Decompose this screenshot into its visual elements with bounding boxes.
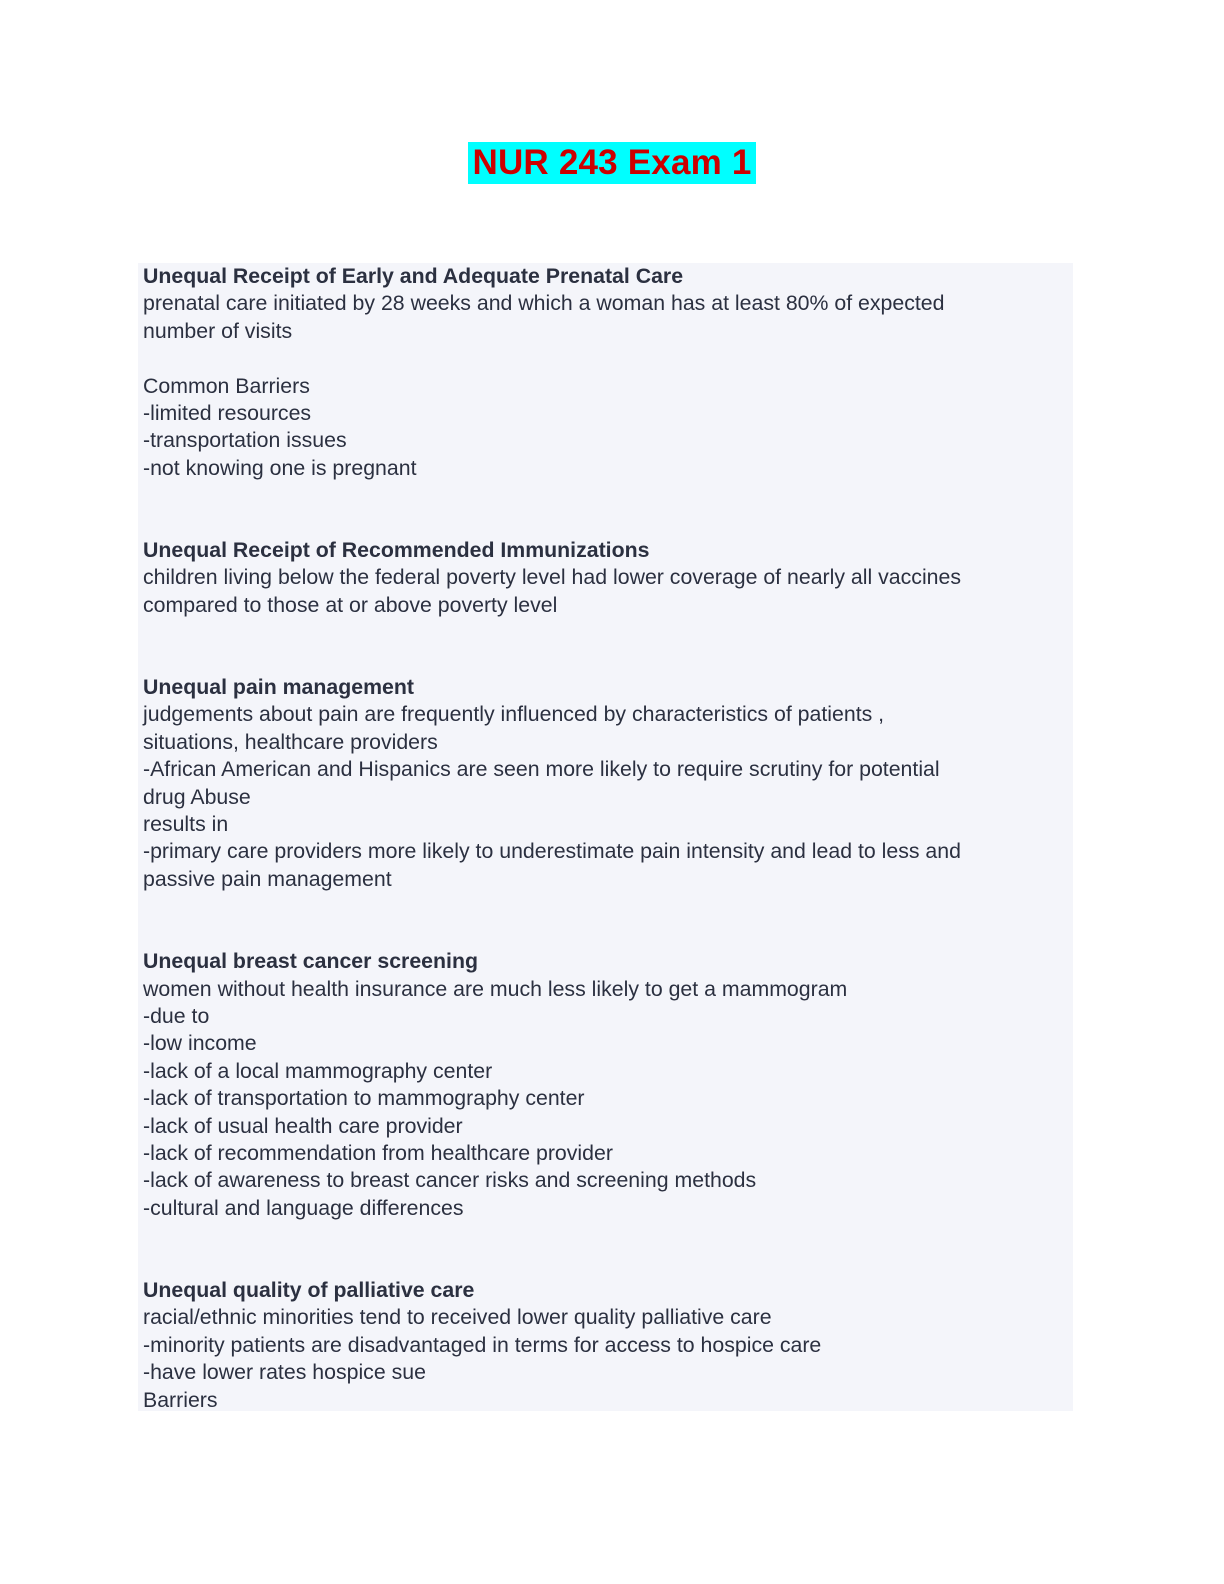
body-line: women without health insurance are much less likely to get a mammogram bbox=[143, 976, 848, 1001]
section-heading: Unequal Receipt of Early and Adequate Prenatal Care bbox=[143, 264, 684, 288]
list-item: -lack of transportation to mammography center bbox=[143, 1086, 585, 1111]
body-line: prenatal care initiated by 28 weeks and which a woman has at least 80% of expected bbox=[143, 291, 945, 316]
list-item: -lack of a local mammography center bbox=[143, 1058, 493, 1083]
list-item: -transportation issues bbox=[143, 428, 347, 453]
section-heading: Unequal pain management bbox=[143, 675, 414, 700]
section-pain-management bbox=[143, 674, 1068, 893]
body-line: racial/ethnic minorities tend to received lower quality palliative care bbox=[143, 1305, 772, 1330]
section-heading: Unequal Receipt of Recommended Immunizations bbox=[143, 538, 650, 563]
body-line: drug Abuse bbox=[143, 784, 251, 809]
body-line: situations, healthcare providers bbox=[143, 729, 438, 754]
list-item: -due to bbox=[143, 1003, 210, 1028]
body-line: -African American and Hispanics are seen more likely to require scrutiny for potential bbox=[143, 757, 940, 782]
sub-heading: Common Barriers bbox=[143, 373, 310, 398]
list-item: -low income bbox=[143, 1031, 257, 1056]
section-palliative-care bbox=[143, 1277, 1068, 1414]
body-line: judgements about pain are frequently influenced by characteristics of patients , bbox=[143, 702, 885, 727]
section-breast-cancer-screening bbox=[143, 948, 1068, 1222]
body-line: passive pain management bbox=[143, 866, 392, 891]
section-heading: Unequal quality of palliative care bbox=[143, 1277, 475, 1302]
body-line: compared to those at or above poverty level bbox=[143, 592, 558, 617]
title-wrapper bbox=[0, 142, 1224, 184]
list-item: -lack of usual health care provider bbox=[143, 1113, 463, 1138]
body-line: Barriers bbox=[143, 1387, 218, 1412]
list-item: -cultural and language differences bbox=[143, 1195, 464, 1220]
list-item: -limited resources bbox=[143, 401, 312, 426]
body-line: results in bbox=[143, 812, 229, 837]
section-immunizations bbox=[143, 537, 1068, 619]
list-item: -have lower rates hospice sue bbox=[143, 1360, 426, 1385]
body-line: number of visits bbox=[143, 318, 293, 343]
list-item: -not knowing one is pregnant bbox=[143, 455, 417, 480]
list-item: -lack of awareness to breast cancer risks and screening methods bbox=[143, 1168, 757, 1193]
list-item: -minority patients are disadvantaged in terms for access to hospice care bbox=[143, 1332, 822, 1357]
list-item: -lack of recommendation from healthcare provider bbox=[143, 1140, 613, 1165]
section-heading: Unequal breast cancer screening bbox=[143, 949, 478, 974]
body-line: -primary care providers more likely to underestimate pain intensity and lead to less and bbox=[143, 839, 961, 864]
document-body bbox=[143, 263, 1068, 1414]
body-line: children living below the federal poverty level had lower coverage of nearly all vaccines bbox=[143, 565, 962, 590]
document-title: NUR 243 Exam 1 bbox=[468, 142, 755, 184]
section-prenatal-care bbox=[143, 263, 1068, 482]
